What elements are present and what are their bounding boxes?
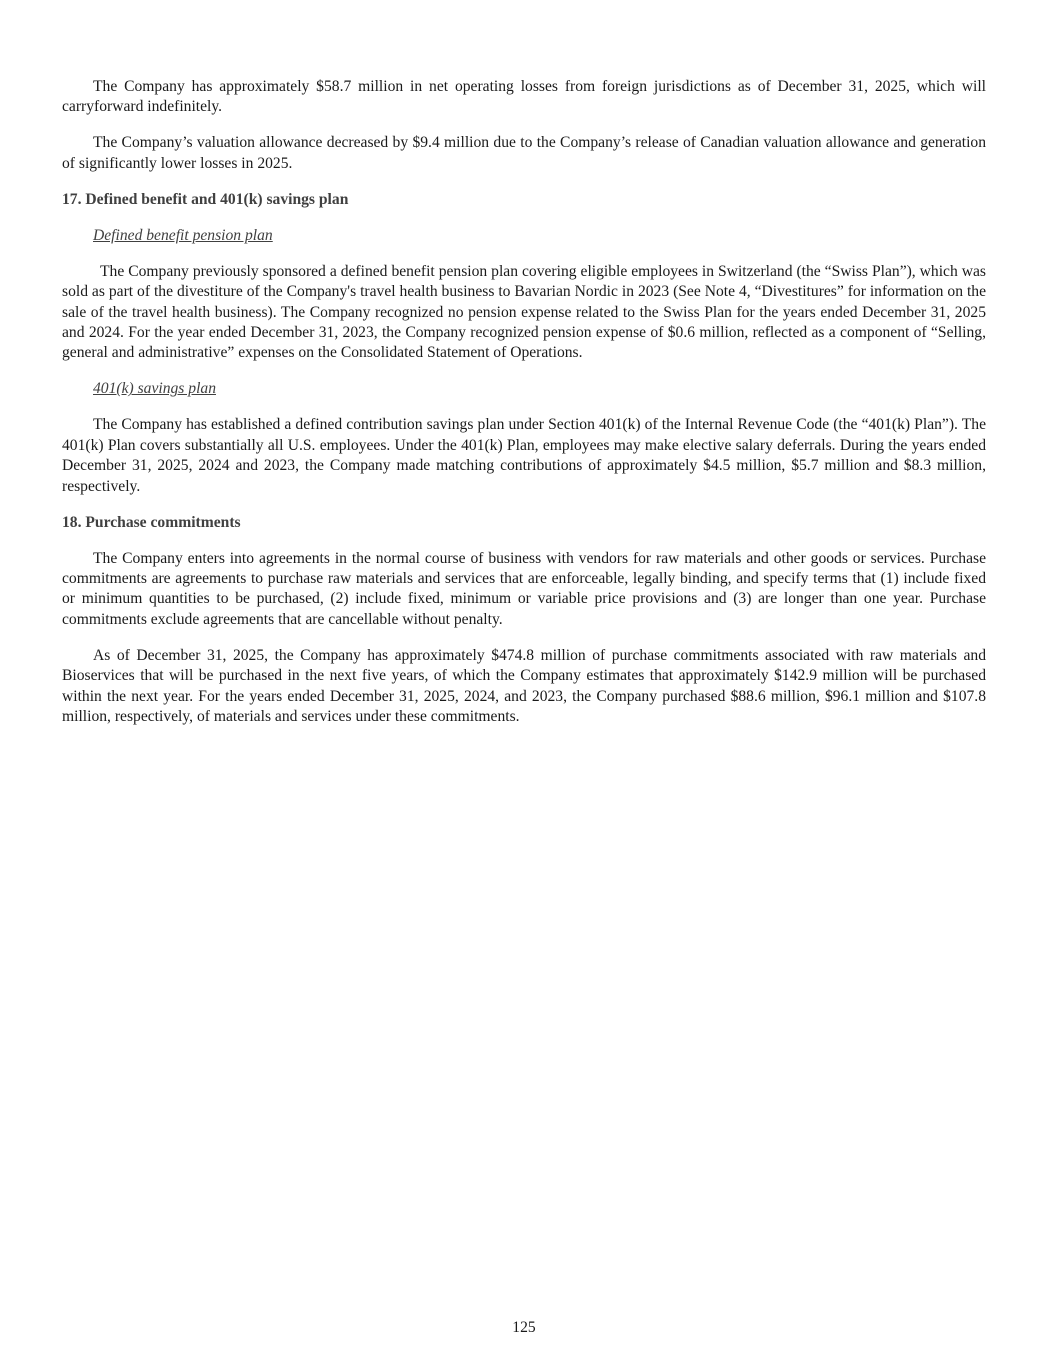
nol-paragraph: The Company has approximately $58.7 million in net operating losses from foreign jurisdictions as of December 31, 2025, which will carryforward indefinitely. [62,78,986,116]
section-17-heading: 17. Defined benefit and 401(k) savings plan [62,190,349,208]
purchase-commitments-paragraph-1: The Company enters into agreements in the normal course of business with vendors for raw materials and other goods or services. Purchase commitments are agreements to purchase raw materials and services that are enforceable, legally binding, and specify terms that (1) include fixed or minimum quantities to be purchased, (2) include fixed, minimum or variable price provisions and (3) are longer than one year. Purchase commitments exclude agreements that are cancellable without penalty. [62,549,986,628]
pension-plan-subheading: Defined benefit pension plan [93,226,273,244]
section-18-heading: 18. Purchase commitments [62,513,241,531]
page-number: 125 [512,1319,536,1336]
pension-plan-paragraph: The Company previously sponsored a defined benefit pension plan covering eligible employees in Switzerland (the “Swiss Plan”), which was sold as part of the divestiture of the Company's travel health business to Bavarian Nordic in 2023 (See Note 4, “Divestitures” for information on the sale of the travel health business). The Company recognized no pension expense related to the Swiss Plan for the years ended December 31, 2025 and 2024. For the year ended December 31, 2023, the Company recognized pension expense of $0.6 million, reflected as a component of “Selling, general and administrative” expenses on the Consolidated Statement of Operations. [62,262,986,362]
purchase-commitments-paragraph-2: As of December 31, 2025, the Company has approximately $474.8 million of purchase commitments associated with raw materials and Bioservices that will be purchased in the next five years, of which the Company estimates that approximately $142.9 million will be purchased within the next year. For the years ended December 31, 2025, 2024, and 2023, the Company purchased $88.6 million, $96.1 million and $107.8 million, respectively, of materials and services under these commitments. [62,646,986,726]
valuation-allowance-paragraph: The Company’s valuation allowance decreased by $9.4 million due to the Company’s release of Canadian valuation allowance and generation of significantly lower losses in 2025. [62,134,986,172]
savings-plan-subheading: 401(k) savings plan [93,380,216,398]
document-body [62,77,986,743]
savings-plan-paragraph: The Company has established a defined contribution savings plan under Section 401(k) of the Internal Revenue Code (the “401(k) Plan”). The 401(k) Plan covers substantially all U.S. employees. Under the 401(k) Plan, employees may make elective salary deferrals. During the years ended December 31, 2025, 2024 and 2023, the Company made matching contributions of approximately $4.5 million, $5.7 million and $8.3 million, respectively. [62,416,986,495]
